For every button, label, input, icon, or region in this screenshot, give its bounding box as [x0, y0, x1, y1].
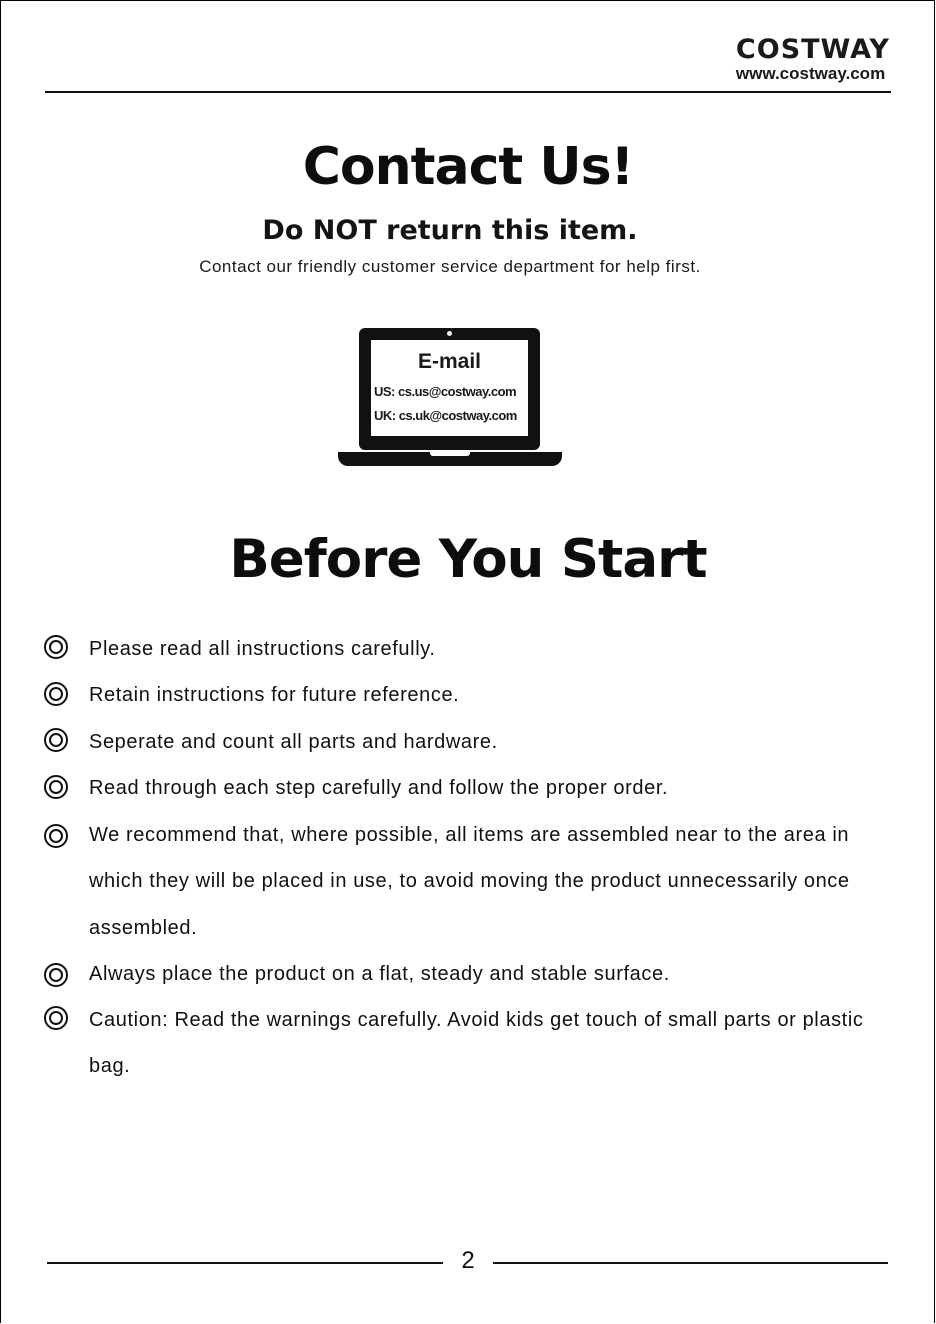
instruction-text: Always place the product on a flat, steady and stable surface.	[89, 963, 670, 985]
laptop-notch	[430, 452, 470, 456]
double-circle-bullet-icon	[44, 728, 68, 752]
email-title: E-mail	[417, 350, 482, 373]
laptop-base	[338, 452, 562, 466]
before-start-title: Before You Start	[229, 529, 707, 590]
contact-note: Contact our friendly customer service department for help first.	[199, 257, 701, 276]
instruction-text: We recommend that, where possible, all items are assembled near to the area in which they will be placed in use, to avoid moving the product unnecessarily once assembled.	[89, 824, 850, 939]
laptop-display	[371, 340, 528, 436]
instruction-text: Please read all instructions carefully.	[89, 638, 436, 660]
page-number: 2	[461, 1247, 475, 1274]
double-circle-bullet-icon	[44, 824, 68, 848]
laptop-illustration	[338, 328, 562, 468]
camera-dot	[447, 331, 452, 336]
footer-divider-right	[493, 1262, 888, 1264]
instruction-text: Read through each step carefully and follow the proper order.	[89, 777, 669, 799]
email-us: US: cs.us@costway.com	[374, 384, 517, 399]
contact-title: Contact Us!	[302, 137, 634, 197]
double-circle-bullet-icon	[44, 682, 68, 706]
double-circle-bullet-icon	[44, 635, 68, 659]
double-circle-bullet-icon	[44, 1006, 68, 1030]
footer-divider-left	[47, 1262, 443, 1264]
brand-logo: COSTWAY	[735, 34, 890, 65]
brand-header	[736, 36, 890, 84]
instruction-text: Retain instructions for future reference.	[89, 684, 460, 706]
double-circle-bullet-icon	[44, 775, 68, 799]
brand-url: www.costway.com	[735, 64, 886, 83]
header-divider	[45, 91, 891, 93]
instruction-text: Caution: Read the warnings carefully. Avoid kids get touch of small parts or plastic bag.	[89, 1009, 864, 1078]
laptop-screen	[359, 328, 540, 450]
instruction-text: Seperate and count all parts and hardware.	[89, 731, 498, 753]
double-circle-bullet-icon	[44, 963, 68, 987]
email-uk: UK: cs.uk@costway.com	[374, 408, 517, 423]
contact-subtitle: Do NOT return this item.	[262, 215, 638, 246]
